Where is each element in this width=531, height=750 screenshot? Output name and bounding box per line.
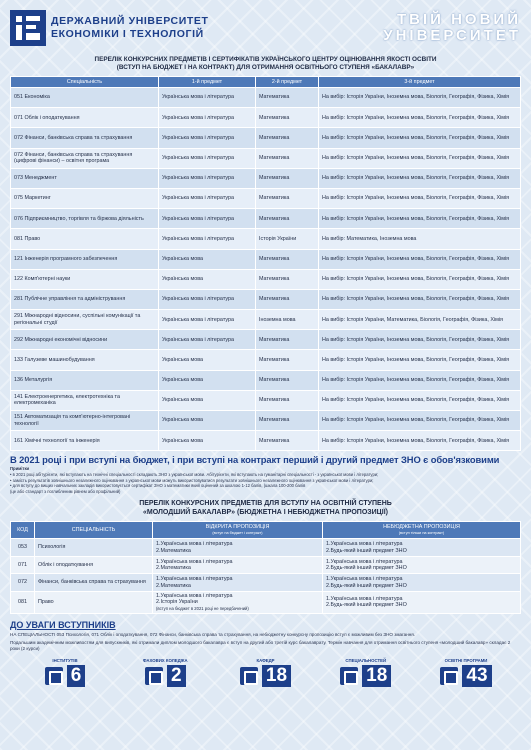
table-row [11, 370, 521, 390]
table-row [11, 188, 521, 208]
subject-3-cell: На вибір: Історія України, Іноземна мова, Біологія, Географія, Фізика, Хімія [319, 88, 521, 108]
open-offer-cell [153, 556, 323, 574]
specialty-cell: 122 Комп'ютерні науки [11, 269, 159, 289]
subject-3-cell: На вибір: Історія України, Іноземна мова, Біологія, Географія, Фізика, Хімія [319, 209, 521, 229]
open-offer-label: ВІДКРИТА ПРОПОЗИЦІЯ [205, 524, 270, 531]
open-subject-2: 2.Історія України [156, 599, 198, 606]
specialty-cell: 076 Підприємництво, торгівля та біржова діяльність [11, 209, 159, 229]
table-row [11, 108, 521, 128]
header-closed-offer [323, 522, 521, 539]
logo-icon [10, 10, 46, 46]
closed-offer-cell [323, 539, 521, 557]
subject-1-cell: Українська мова і література [159, 108, 256, 128]
subject-1-cell: Українська мова і література [159, 88, 256, 108]
specialty-cell: 291 Міжнародні відносини, суспільні комунікації та регіональні студії [11, 310, 159, 330]
stat-box [440, 665, 491, 687]
notes-heading: Примітки [10, 466, 30, 472]
table-row [11, 330, 521, 350]
logo-line-2: ЕКОНОМІКИ І ТЕХНОЛОГІЙ [51, 28, 204, 40]
main-table-title [10, 56, 521, 72]
stat-label: КАФЕДР [256, 658, 275, 664]
subject-3-cell: На вибір: Історія України, Математика, Біологія, Географія, Фізика, Хімія [319, 310, 521, 330]
note-line: • для вступу до вищих навчальних закладів використовується сертифікат ЗНО з математики який оцінений за шкалою 1-12 балів, (шкала 100-200 балів [10, 483, 306, 489]
table-row [11, 148, 521, 168]
header-subject-3: 3-й предмет [319, 77, 521, 88]
specialty-cell: 071 Облік і оподаткування [11, 108, 159, 128]
specialty-cell: 292 Міжнародні економічні відносини [11, 330, 159, 350]
subject-3-cell: На вибір: Історія України, Іноземна мова, Біологія, Географія, Фізика, Хімія [319, 148, 521, 168]
stat-box [340, 665, 391, 687]
table-row [11, 209, 521, 229]
subject-3-cell: На вибір: Історія України, Іноземна мова, Біологія, Географія, Фізика, Хімія [319, 128, 521, 148]
stat-box [145, 665, 186, 687]
subject-1-cell: Українська мова [159, 370, 256, 390]
table-row [11, 229, 521, 249]
specialty-cell: 141 Електроенергетика, електротехніка та електромеханіка [11, 390, 159, 410]
stat-value: 18 [362, 665, 391, 687]
subject-1-cell: Українська мова [159, 390, 256, 410]
subject-1-cell: Українська мова і література [159, 289, 256, 309]
open-subject-2: 2.Математика [156, 547, 191, 554]
table-row [11, 350, 521, 370]
stat-item [431, 658, 501, 687]
subject-2-cell: Математика [256, 148, 319, 168]
open-note: (вступ на бюджет в 2021 році не передбачений) [156, 605, 249, 611]
subject-3-cell: На вибір: Історія України, Іноземна мова, Біологія, Географія, Фізика, Хімія [319, 330, 521, 350]
closed-subject-1: 1.Українська мова і література [326, 576, 403, 583]
open-subject-2: 2.Математика [156, 565, 191, 572]
stat-item [331, 658, 401, 687]
subject-1-cell: Українська мова і література [159, 128, 256, 148]
table-row [11, 591, 521, 613]
main-title-line-2: (ВСТУП НА БЮДЖЕТ І НА КОНТРАКТ) ДЛЯ ОТРИМАННЯ ОСВІТНЬОГО СТУПЕНЯ «БАКАЛАВР» [116, 64, 415, 71]
specialty-cell: Облік і оподаткування [35, 556, 153, 574]
subject-3-cell: На вибір: Математика, Іноземна мова [319, 229, 521, 249]
mandatory-note: В 2021 році і при вступі на бюджет, і при вступі на контракт перший і другий предмет ЗНО є обов'язковими [10, 454, 500, 466]
specialty-cell: 075 Маркетинг [11, 188, 159, 208]
subject-2-cell: Математика [256, 390, 319, 410]
closed-offer-sub: (вступ тільки на контракт) [398, 531, 445, 536]
table-row [11, 289, 521, 309]
header-open-offer [153, 522, 323, 539]
subject-3-cell: На вибір: Історія України, Іноземна мова, Біологія, Географія, Фізика, Хімія [319, 411, 521, 431]
closed-subject-2: 2.Будь-який інший предмет ЗНО [326, 582, 407, 589]
stat-label: ІНСТИТУТІВ [52, 658, 78, 664]
code-cell: 053 [11, 539, 35, 557]
subject-3-cell: На вибір: Історія України, Іноземна мова, Біологія, Географія, Фізика, Хімія [319, 269, 521, 289]
subject-3-cell: На вибір: Історія України, Іноземна мова, Біологія, Географія, Фізика, Хімія [319, 370, 521, 390]
header-subject-2: 2-й предмет [256, 77, 319, 88]
stat-value: 2 [167, 665, 186, 687]
specialty-cell: Фінанси, банківська справа та страхування [35, 574, 153, 592]
specialty-cell: 161 Хімічні технології та інженерія [11, 431, 159, 451]
subjects-table [10, 76, 521, 451]
subject-2-cell: Математика [256, 209, 319, 229]
header-subject-1: 1-й предмет [159, 77, 256, 88]
junior-bachelor-title [10, 500, 521, 517]
subject-3-cell: На вибір: Історія України, Іноземна мова, Біологія, Географія, Фізика, Хімія [319, 188, 521, 208]
stat-box [240, 665, 291, 687]
subject-3-cell: На вибір: Історія України, Іноземна мова, Біологія, Географія, Фізика, Хімія [319, 289, 521, 309]
subject-3-cell: На вибір: Історія України, Іноземна мова, Біологія, Географія, Фізика, Хімія [319, 168, 521, 188]
code-cell: 071 [11, 556, 35, 574]
closed-offer-label: НЕБЮДЖЕТНА ПРОПОЗИЦІЯ [383, 524, 460, 531]
stats-row [10, 658, 521, 687]
closed-subject-2: 2.Будь-який інший предмет ЗНО [326, 602, 407, 609]
subject-2-cell: Математика [256, 128, 319, 148]
subject-1-cell: Українська мова і література [159, 310, 256, 330]
stat-label: СПЕЦІАЛЬНОСТЕЙ [345, 658, 387, 664]
specialty-cell: Право [35, 591, 153, 613]
slogan-line-2: УНІВЕРСИТЕТ [383, 27, 521, 44]
subject-1-cell: Українська мова і література [159, 330, 256, 350]
specialty-cell: 121 Інженерія програмного забезпечення [11, 249, 159, 269]
specialty-cell: 051 Економіка [11, 88, 159, 108]
specialty-icon [340, 667, 358, 685]
subject-2-cell: Математика [256, 168, 319, 188]
subject-2-cell: Математика [256, 188, 319, 208]
specialty-cell: 281 Публічне управління та адміністрування [11, 289, 159, 309]
open-offer-cell [153, 574, 323, 592]
attention-line-1: НА СПЕЦІАЛЬНОСТІ 053 Психологія, 071 Облік і оподаткування, 072 Фінанси, банківська справа та страхування, на небюджетну конкурсну пропозицію вступ є можливим без ЗНО змагання. [10, 632, 416, 638]
subject-1-cell: Українська мова і література [159, 229, 256, 249]
code-cell: 081 [11, 591, 35, 613]
table-row [11, 88, 521, 108]
table-header-row [11, 77, 521, 88]
closed-subject-1: 1.Українська мова і література [326, 558, 403, 565]
subject-1-cell: Українська мова [159, 269, 256, 289]
table-row [11, 539, 521, 557]
subject-1-cell: Українська мова і література [159, 148, 256, 168]
logo-line-1: ДЕРЖАВНИЙ УНІВЕРСИТЕТ [51, 15, 209, 27]
header [10, 8, 521, 48]
open-subject-1: 1.Українська мова і література [156, 558, 233, 565]
stat-item [30, 658, 100, 687]
specialty-cell: Психологія [35, 539, 153, 557]
specialty-cell: 072 Фінанси, банківська справа та страхування (цифрові фінанси) – освітня програма [11, 148, 159, 168]
subject-3-cell: На вибір: Історія України, Іноземна мова, Біологія, Географія, Фізика, Хімія [319, 350, 521, 370]
subject-1-cell: Українська мова [159, 350, 256, 370]
stat-label: ОСВІТНІ ПРОГРАМИ [444, 658, 488, 664]
attention-line-2: Подальшим академічним можливостям для випускників, які отримали диплом молодшого бакалавра є вступ на другий або третій курс бакалаврату. Термін навчання для отримання освітнього ступеня «молодший бакалавр» складає 2 роки (2 курси) [10, 640, 511, 652]
program-icon [440, 667, 458, 685]
header-code: КОД [11, 522, 35, 539]
subject-2-cell: Математика [256, 249, 319, 269]
junior-bachelor-table [10, 521, 521, 614]
stat-value: 43 [462, 665, 491, 687]
open-subject-1: 1.Українська мова і література [156, 576, 233, 583]
subject-2-cell: Математика [256, 370, 319, 390]
subject-2-cell: Математика [256, 108, 319, 128]
specialty-cell: 073 Менеджмент [11, 168, 159, 188]
table-row [11, 168, 521, 188]
closed-subject-2: 2.Будь-який інший предмет ЗНО [326, 547, 407, 554]
attention-title: ДО УВАГИ ВСТУПНИКІВ [10, 620, 116, 631]
subject-1-cell: Українська мова і література [159, 188, 256, 208]
college-icon [145, 667, 163, 685]
closed-subject-2: 2.Будь-який інший предмет ЗНО [326, 565, 407, 572]
header-specialty: СПЕЦІАЛЬНІСТЬ [35, 522, 153, 539]
main-title-line-1: ПЕРЕЛІК КОНКУРСНИХ ПРЕДМЕТІВ І СЕРТИФІКАТІВ УКРАЇНСЬКОГО ЦЕНТРУ ОЦІНЮВАННЯ ЯКОСТІ ОСВІТИ [94, 56, 437, 63]
table-row [11, 249, 521, 269]
table-row [11, 390, 521, 410]
subject-1-cell: Українська мова [159, 431, 256, 451]
subject-2-cell: Математика [256, 289, 319, 309]
subject-2-cell: Математика [256, 330, 319, 350]
subject-1-cell: Українська мова [159, 411, 256, 431]
table-row [11, 411, 521, 431]
subject-3-cell: На вибір: Історія України, Іноземна мова, Біологія, Географія, Фізика, Хімія [319, 390, 521, 410]
stat-item [231, 658, 301, 687]
stat-box [45, 665, 86, 687]
stat-value: 6 [67, 665, 86, 687]
closed-offer-cell [323, 556, 521, 574]
closed-offer-cell [323, 591, 521, 613]
open-subject-2: 2.Математика [156, 582, 191, 589]
subject-1-cell: Українська мова [159, 249, 256, 269]
closed-subject-1: 1.Українська мова і література [326, 596, 403, 603]
slogan-line-1: ТВІЙ НОВИЙ [396, 11, 521, 28]
specialty-cell: 151 Автоматизація та комп'ютерно-інтегровані технології [11, 411, 159, 431]
table-row [11, 431, 521, 451]
table-row [11, 310, 521, 330]
slogan [383, 12, 521, 44]
subject-2-cell: Математика [256, 431, 319, 451]
closed-offer-cell [323, 574, 521, 592]
department-icon [240, 667, 258, 685]
subject-3-cell: На вибір: Історія України, Іноземна мова, Біологія, Географія, Фізика, Хімія [319, 108, 521, 128]
stat-label: ФАХОВИХ КОЛЕДЖА [142, 658, 188, 664]
notes [10, 466, 521, 494]
subject-3-cell: На вибір: Історія України, Іноземна мова, Біологія, Географія, Фізика, Хімія [319, 249, 521, 269]
specialty-cell: 133 Галузеве машинобудування [11, 350, 159, 370]
institute-icon [45, 667, 63, 685]
subject-2-cell: Історія України [256, 229, 319, 249]
stat-value: 18 [262, 665, 291, 687]
open-offer-cell [153, 539, 323, 557]
specialty-cell: 136 Металургія [11, 370, 159, 390]
subject-2-cell: Математика [256, 269, 319, 289]
master-title-line-2: «МОЛОДШИЙ БАКАЛАВР» (БЮДЖЕТНА І НЕБЮДЖЕТНА ПРОПОЗИЦІЇ) [142, 508, 389, 516]
subject-1-cell: Українська мова і література [159, 209, 256, 229]
subject-2-cell: Математика [256, 411, 319, 431]
university-logo[interactable] [10, 10, 209, 46]
note-line: • замість результатів зовнішнього незалежного оцінювання з української мови можуть використовуватися результати зовнішнього незалежного оцінювання з української мови і літератури; [10, 477, 374, 483]
table-row [11, 556, 521, 574]
specialty-cell: 081 Право [11, 229, 159, 249]
open-subject-1: 1.Українська мова і література [156, 592, 233, 599]
subject-3-cell: На вибір: Історія України, Іноземна мова, Біологія, Географія, Фізика, Хімія [319, 431, 521, 451]
open-offer-sub: (вступ на бюджет і контракт) [212, 531, 263, 536]
code-cell: 072 [11, 574, 35, 592]
note-line: (це або стандарт з поглибленим рівнем або профільний) [10, 488, 121, 494]
specialty-cell: 072 Фінанси, банківська справа та страхування [11, 128, 159, 148]
subject-2-cell: Іноземна мова [256, 310, 319, 330]
stat-item [130, 658, 200, 687]
subject-2-cell: Математика [256, 88, 319, 108]
table-row [11, 269, 521, 289]
note-line: • в 2021 році абітурієнти, які вступають на технічні спеціальності складають ЗНО з української мови. Абітурієнти, які вступають на гуманітарні спеціальності - з української мови і літератури; [10, 471, 379, 477]
header-specialty: Спеціальність [11, 77, 159, 88]
table-row [11, 574, 521, 592]
subject-1-cell: Українська мова і література [159, 168, 256, 188]
subject-2-cell: Математика [256, 350, 319, 370]
closed-subject-1: 1.Українська мова і література [326, 541, 403, 548]
table-header-row [11, 522, 521, 539]
table-row [11, 128, 521, 148]
master-title-line-1: ПЕРЕЛІК КОНКУРСНИХ ПРЕДМЕТІВ ДЛЯ ВСТУПУ НА ОСВІТНІЙ СТУПЕНЬ [139, 500, 392, 508]
open-offer-cell [153, 591, 323, 613]
open-subject-1: 1.Українська мова і література [156, 541, 233, 548]
